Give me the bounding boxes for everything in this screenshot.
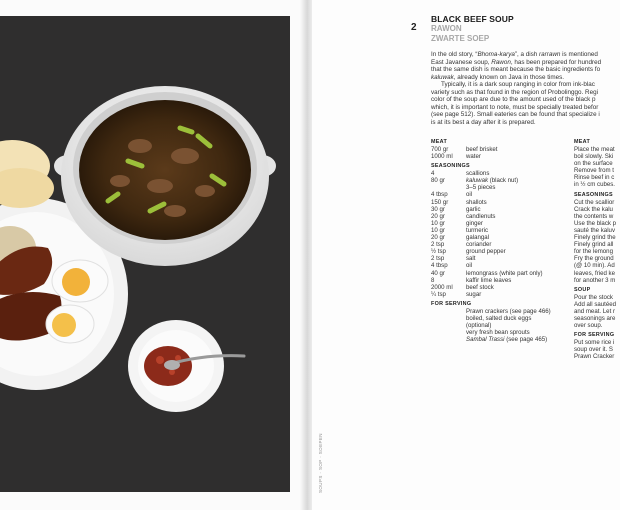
- ingredient-quantity: 2 tsp: [431, 241, 445, 249]
- method-line: in ½ cm cubes.: [574, 181, 615, 189]
- method-line: Crack the kalu: [574, 205, 613, 213]
- ingredient-name: coriander: [466, 241, 492, 249]
- intro-line: East Javanese soup, Rawon, has been prepared for hundred: [431, 58, 602, 66]
- ingredient-row: [431, 308, 569, 315]
- section-heading-seasonings: SEASONINGS: [431, 163, 470, 170]
- ingredient-name: galangal: [466, 234, 490, 242]
- page-gutter: [300, 0, 312, 510]
- ingredient-row: [431, 184, 569, 191]
- ingredient-quantity: [431, 336, 466, 343]
- ingredient-quantity: 700 gr: [431, 146, 449, 153]
- ingredient-row: [431, 199, 569, 206]
- left-page: [0, 0, 308, 510]
- method-line: seasonings are: [574, 314, 616, 322]
- method-line: Finely grind all: [574, 241, 614, 249]
- method-line: leaves, fried ke: [574, 269, 615, 277]
- method-steps-seasonings: [574, 199, 620, 284]
- food-photo-illustration: [0, 16, 290, 492]
- method-column: [574, 139, 620, 360]
- method-line: Cut the scallior: [574, 198, 615, 206]
- method-line: soup over it. S: [574, 346, 613, 354]
- method-line: Finely grind the: [574, 234, 616, 242]
- method-line: Fry the ground: [574, 255, 614, 263]
- ingredient-row: [431, 241, 569, 248]
- ingredient-name: very fresh bean sprouts: [466, 329, 530, 337]
- intro-line: Typically, it is a dark soup ranging in color from ink-blac: [441, 81, 595, 88]
- method-line: Rinse beef in c: [574, 174, 615, 182]
- method-line: on the surface: [574, 160, 613, 168]
- ingredient-quantity: 150 gr: [431, 198, 449, 206]
- ingredient-quantity: 4 tbsp: [431, 191, 448, 199]
- ingredient-list-meat: [431, 146, 569, 160]
- food-photo: [0, 16, 290, 492]
- ingredient-row: [431, 277, 569, 284]
- ingredient-quantity: [431, 308, 466, 315]
- ingredient-name: lemongrass (white part only): [466, 269, 543, 277]
- ingredient-name: ground pepper: [466, 248, 506, 256]
- ingredient-name: garlic: [466, 205, 481, 213]
- method-line: for the lemong: [574, 248, 613, 256]
- ingredient-name: boiled, salted duck eggs: [466, 314, 532, 322]
- recipe-title: BLACK BEEF SOUP: [431, 14, 514, 24]
- method-steps-meat: [574, 146, 620, 189]
- intro-line: In the old story, “Bhoma-karya”, a dish rarrawn is mentioned: [431, 51, 598, 58]
- ingredient-quantity: 4 tbsp: [431, 262, 448, 270]
- method-steps-soup: [574, 294, 620, 329]
- ingredient-name: beef stock: [466, 283, 494, 291]
- ingredient-quantity: 2000 ml: [431, 283, 453, 291]
- ingredient-quantity: 10 gr: [431, 219, 445, 227]
- recipe-introduction: [431, 51, 620, 126]
- ingredient-row: [431, 220, 569, 227]
- intro-line: variety such as that found in the region of Probolinggo. Regi: [431, 88, 598, 96]
- recipe-subtitle-dutch: ZWARTE SOEP: [431, 34, 490, 43]
- ingredient-row: [431, 270, 569, 277]
- ingredient-row: [431, 146, 569, 153]
- method-line: sauté the kaluv: [574, 226, 615, 234]
- recipe-number: 2: [411, 22, 417, 33]
- method-line: the contents w: [574, 212, 614, 220]
- ingredient-list-seasonings: [431, 170, 569, 298]
- intro-line: which, it is important to note, must be specially treated befor: [431, 103, 599, 111]
- method-line: for another 3 m: [574, 276, 616, 284]
- method-line: Use the black p: [574, 219, 617, 227]
- ingredient-name: oil: [466, 191, 473, 199]
- ingredient-quantity: 4: [431, 170, 435, 178]
- ingredient-name: ginger: [466, 219, 483, 227]
- ingredient-list-serving: [431, 308, 569, 343]
- ingredient-name: Prawn crackers (see page 466): [466, 307, 551, 315]
- ingredient-quantity: 30 gr: [431, 205, 445, 213]
- ingredient-row: [431, 291, 569, 298]
- method-line: Put some rice i: [574, 339, 615, 347]
- ingredient-row: [431, 262, 569, 269]
- ingredient-name: kaluwak (black nut): [466, 177, 519, 185]
- section-heading-meat: MEAT: [431, 139, 448, 145]
- method-line: and meat. Let r: [574, 307, 615, 315]
- ingredient-quantity: ¼ tsp: [431, 290, 446, 298]
- method-line: boil slowly. Ski: [574, 153, 614, 161]
- recipe-subtitle-indonesian: RAWON: [431, 24, 462, 33]
- ingredient-name: scallions: [466, 170, 490, 178]
- ingredient-name: sugar: [466, 290, 482, 298]
- method-line: Remove from t: [574, 167, 614, 175]
- ingredient-name: water: [466, 153, 481, 161]
- ingredient-quantity: 10 gr: [431, 226, 445, 234]
- method-heading-meat: MEAT: [574, 139, 591, 145]
- ingredient-quantity: [431, 329, 466, 336]
- ingredient-quantity: 8: [431, 276, 435, 284]
- method-line: Place the meat: [574, 146, 615, 153]
- ingredient-row: [431, 248, 569, 255]
- intro-line: is at its best a day after it is prepared.: [431, 118, 536, 126]
- method-line: Prawn Cracker: [574, 353, 615, 361]
- ingredient-name: (optional): [466, 322, 492, 330]
- method-heading-seasonings: SEASONINGS: [574, 191, 613, 198]
- ingredient-row: [431, 227, 569, 234]
- method-heading-soup: SOUP: [574, 286, 591, 293]
- running-head: SOUPS · SOP · SOEPEN: [318, 433, 323, 493]
- ingredient-row: [431, 234, 569, 241]
- ingredient-name: kaffir lime leaves: [466, 276, 512, 284]
- recipe-title-block: [431, 14, 620, 44]
- ingredient-quantity: 20 gr: [431, 234, 445, 242]
- ingredient-row: [431, 284, 569, 291]
- ingredient-quantity: 1000 ml: [431, 153, 453, 161]
- ingredient-quantity: 2 tsp: [431, 255, 445, 263]
- intro-line: (see page 512). Small eateries can be found that specialize i: [431, 111, 600, 118]
- ingredient-name: salt: [466, 255, 476, 263]
- ingredient-row: [431, 206, 569, 213]
- ingredient-quantity: ½ tsp: [431, 248, 446, 256]
- ingredient-quantity: 20 gr: [431, 212, 445, 220]
- intro-line: kaluwak, already known on Java in those times.: [431, 73, 565, 81]
- ingredient-name: 3–5 pieces: [466, 184, 496, 192]
- ingredient-name: candlenuts: [466, 212, 496, 220]
- method-steps-serving: [574, 339, 620, 360]
- ingredient-quantity: 80 gr: [431, 177, 445, 185]
- ingredient-quantity: [431, 184, 466, 191]
- ingredient-row: [431, 322, 569, 329]
- ingredient-name: Sambal Trassi (see page 465): [466, 336, 548, 344]
- ingredient-row: [431, 213, 569, 220]
- ingredient-row: [431, 153, 569, 160]
- intro-line: that the same dish is meant because the basic ingredients fo: [431, 66, 601, 73]
- method-line: Pour the stock: [574, 293, 613, 301]
- ingredient-row: [431, 255, 569, 262]
- section-heading-serving: FOR SERVING: [431, 300, 472, 307]
- ingredient-row: [431, 315, 569, 322]
- ingredient-row: [431, 336, 569, 343]
- ingredient-row: [431, 170, 569, 177]
- ingredient-quantity: [431, 315, 466, 322]
- ingredient-name: beef brisket: [466, 146, 498, 153]
- ingredient-name: oil: [466, 262, 473, 270]
- ingredient-row: [431, 191, 569, 198]
- method-heading-serving: FOR SERVING: [574, 332, 615, 339]
- ingredient-quantity: [431, 322, 466, 329]
- ingredient-name: shallots: [466, 198, 487, 206]
- ingredients-column: [431, 139, 569, 343]
- right-page: [312, 0, 620, 510]
- ingredient-row: [431, 329, 569, 336]
- ingredient-name: turmeric: [466, 226, 489, 234]
- ingredient-quantity: 40 gr: [431, 269, 445, 277]
- method-line: over soup.: [574, 322, 603, 330]
- intro-line: color of the soup are due to the amount used of the black p: [431, 96, 596, 103]
- method-line: Add all sautéed: [574, 300, 617, 308]
- method-line: (@ 10 min). Ad: [574, 262, 615, 270]
- ingredient-row: [431, 177, 569, 184]
